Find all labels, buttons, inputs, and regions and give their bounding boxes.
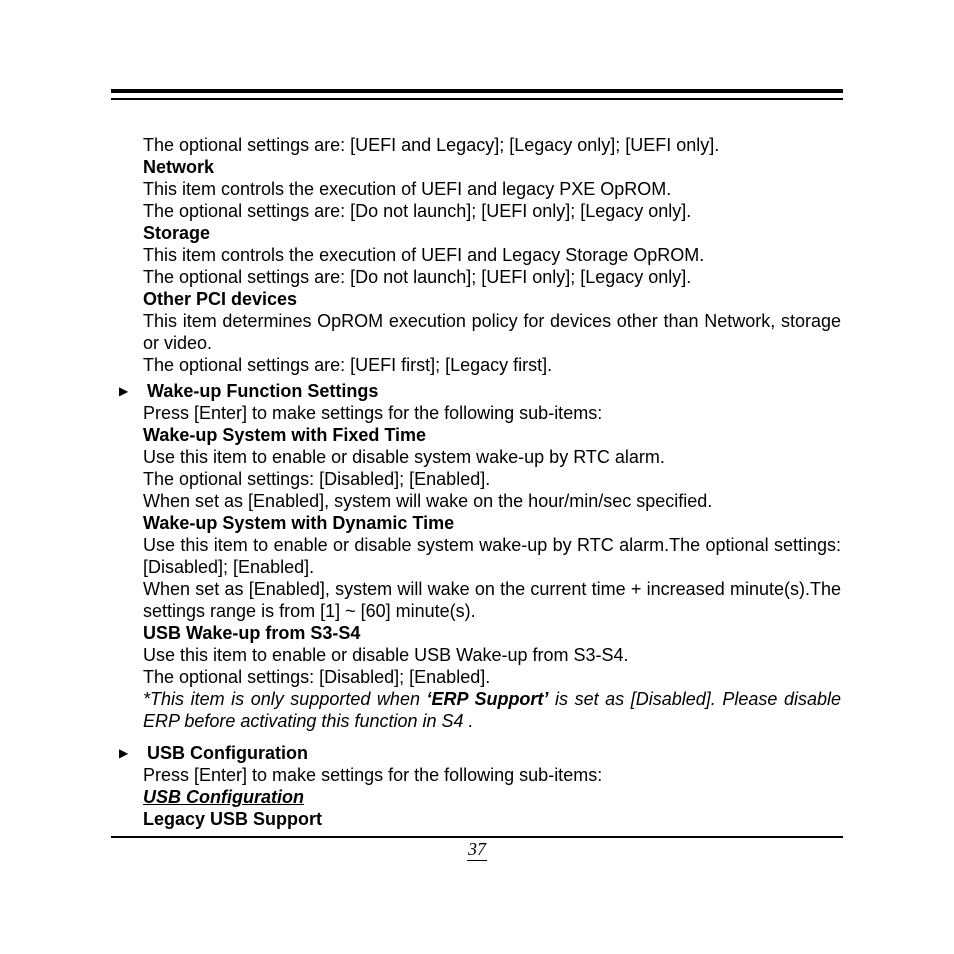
erp-note-post: is set as [Disabled]. Please disable ERP before activating this function in S4 . bbox=[143, 689, 841, 731]
other-pci-description: This item determines OpROM execution policy for devices other than Network, storage or video. bbox=[143, 311, 841, 353]
fixed-time-note: When set as [Enabled], system will wake on the hour/min/sec specified. bbox=[143, 491, 713, 511]
erp-note bbox=[143, 688, 841, 732]
usb-wake-options: The optional settings: [Disabled]; [Enabled]. bbox=[143, 667, 491, 687]
usb-config-section-title: USB Configuration bbox=[147, 743, 308, 763]
wake-up-section-title: Wake-up Function Settings bbox=[147, 381, 379, 401]
fixed-time-options: The optional settings: [Disabled]; [Enabled]. bbox=[143, 469, 491, 489]
fixed-time-description: Use this item to enable or disable system wake-up by RTC alarm. bbox=[143, 447, 665, 467]
wake-up-section bbox=[119, 380, 841, 402]
header-rule-thin bbox=[111, 98, 843, 100]
other-pci-heading: Other PCI devices bbox=[143, 289, 298, 309]
boot-options-text: The optional settings are: [UEFI and Legacy]; [Legacy only]; [UEFI only]. bbox=[143, 135, 720, 155]
triangle-bullet-icon: ▶ bbox=[119, 384, 129, 398]
storage-heading: Storage bbox=[143, 223, 211, 243]
storage-options: The optional settings are: [Do not launch]; [UEFI only]; [Legacy only]. bbox=[143, 267, 692, 287]
page-number: 37 bbox=[468, 839, 486, 859]
page-number-container bbox=[0, 839, 954, 861]
other-pci-options: The optional settings are: [UEFI first]; [Legacy first]. bbox=[143, 355, 553, 375]
triangle-bullet-icon: ▶ bbox=[119, 746, 129, 760]
page-body bbox=[119, 134, 841, 830]
usb-config-section bbox=[119, 742, 841, 764]
fixed-time-heading: Wake-up System with Fixed Time bbox=[143, 425, 427, 445]
legacy-usb-heading: Legacy USB Support bbox=[143, 809, 323, 829]
storage-description: This item controls the execution of UEFI and Legacy Storage OpROM. bbox=[143, 245, 705, 265]
network-description: This item controls the execution of UEFI and legacy PXE OpROM. bbox=[143, 179, 672, 199]
usb-wake-heading: USB Wake-up from S3-S4 bbox=[143, 623, 361, 643]
dynamic-time-description: Use this item to enable or disable system wake-up by RTC alarm.The optional settings: [Disabled]; [Enabled]. bbox=[143, 535, 841, 577]
usb-wake-description: Use this item to enable or disable USB Wake-up from S3-S4. bbox=[143, 645, 629, 665]
erp-note-bold: ‘ERP Support’ bbox=[426, 689, 549, 709]
erp-note-pre: *This item is only supported when bbox=[143, 689, 427, 709]
network-options: The optional settings are: [Do not launch]; [UEFI only]; [Legacy only]. bbox=[143, 201, 692, 221]
network-heading: Network bbox=[143, 157, 215, 177]
header-rule-thick bbox=[111, 89, 843, 93]
dynamic-time-heading: Wake-up System with Dynamic Time bbox=[143, 513, 455, 533]
usb-config-press-enter: Press [Enter] to make settings for the following sub-items: bbox=[143, 765, 603, 785]
usb-config-subheading: USB Configuration bbox=[143, 787, 304, 807]
wake-up-press-enter: Press [Enter] to make settings for the following sub-items: bbox=[143, 403, 603, 423]
footer-rule bbox=[111, 836, 843, 838]
dynamic-time-note: When set as [Enabled], system will wake on the current time + increased minute(s).The settings range is from [1] ~ [60] minute(s). bbox=[143, 579, 841, 621]
